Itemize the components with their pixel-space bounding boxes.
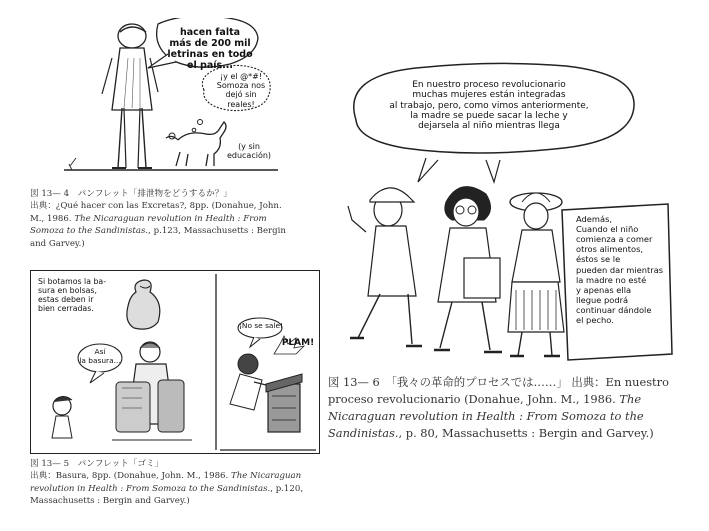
figure-13-5-caption [30,458,320,508]
speech-bubble-asi: Así la basura... [79,347,121,365]
caption-source-italic: The Nicaraguan revolution in Health : From Somoza to the Sandinistas. [328,392,644,441]
figure-13-5-illustration [32,272,318,452]
speech-bubble-proceso: En nuestro proceso revolucionario muchas mujeres están integradas al trabajo, pero, como vimos anteriormente, la madre se puede sacar la leche y dejarsela al niño mientras llega [389,80,589,132]
thought-bubble-somoza: ¡y el @*#! Somoza nos dejó sin reales! [216,72,266,109]
speech-bubble-letrinas: hacen falta más de 200 mil letrinas en todo el país... [167,27,253,71]
caption-source-suffix: , p.123, Massachusetts : Bergin and Garvey.) [30,226,286,249]
caption-source-prefix: 出典：En nuestro proceso revolucionario (Donahue, John. M., 1986. [328,375,669,407]
speech-educacion: (y sin educación) [226,142,272,161]
figure-13-6-illustration [336,62,680,368]
caption-source-italic: The Nicaraguan revolution in Health : From Somoza to the Sandinistas. [30,213,267,237]
caption-title: 図 13— 4 パンフレット「排泄物をどうするか？」 [30,189,232,199]
caption-title: 図 13— 6 「我々の革命的プロセスでは……」 [328,375,568,389]
speech-bubble-no-se-sale: ¡No se sale! [238,321,284,330]
caption-title: 図 13— 5 パンフレット「ゴミ」 [30,459,164,469]
caption-source-prefix: 出典：Basura, 8pp. (Donahue, John. M., 1986. [30,471,231,482]
side-box-ademas: Además, Cuando el niño comienza a comer otros alimentos, éstos se le pueden dar mientras la madre no esté y apenas ella llegue podrá continuar dándole el pecho. [576,214,664,326]
figure-13-6-caption [328,374,690,442]
sfx-plam: PLAM! [281,338,315,348]
caption-source-italic: The Nicaraguan revolution in Health : From Somoza to the Sandinistas. [30,471,302,494]
narration-basura: Si botamos la ba- sura en bolsas, estas deben ir bien cerradas. [38,277,107,313]
caption-source-suffix: , p. 80, Massachusetts : Bergin and Garvey.) [398,426,654,441]
caption-source-prefix: 出典：¿Qué hacer con las Excretas?, 8pp. (Donahue, John. M., 1986. [30,201,282,224]
caption-source-suffix: , p.120, Massachusetts : Bergin and Garvey.) [30,483,304,507]
figure-13-4-caption [30,188,292,250]
figure-13-4-illustration [60,18,282,178]
